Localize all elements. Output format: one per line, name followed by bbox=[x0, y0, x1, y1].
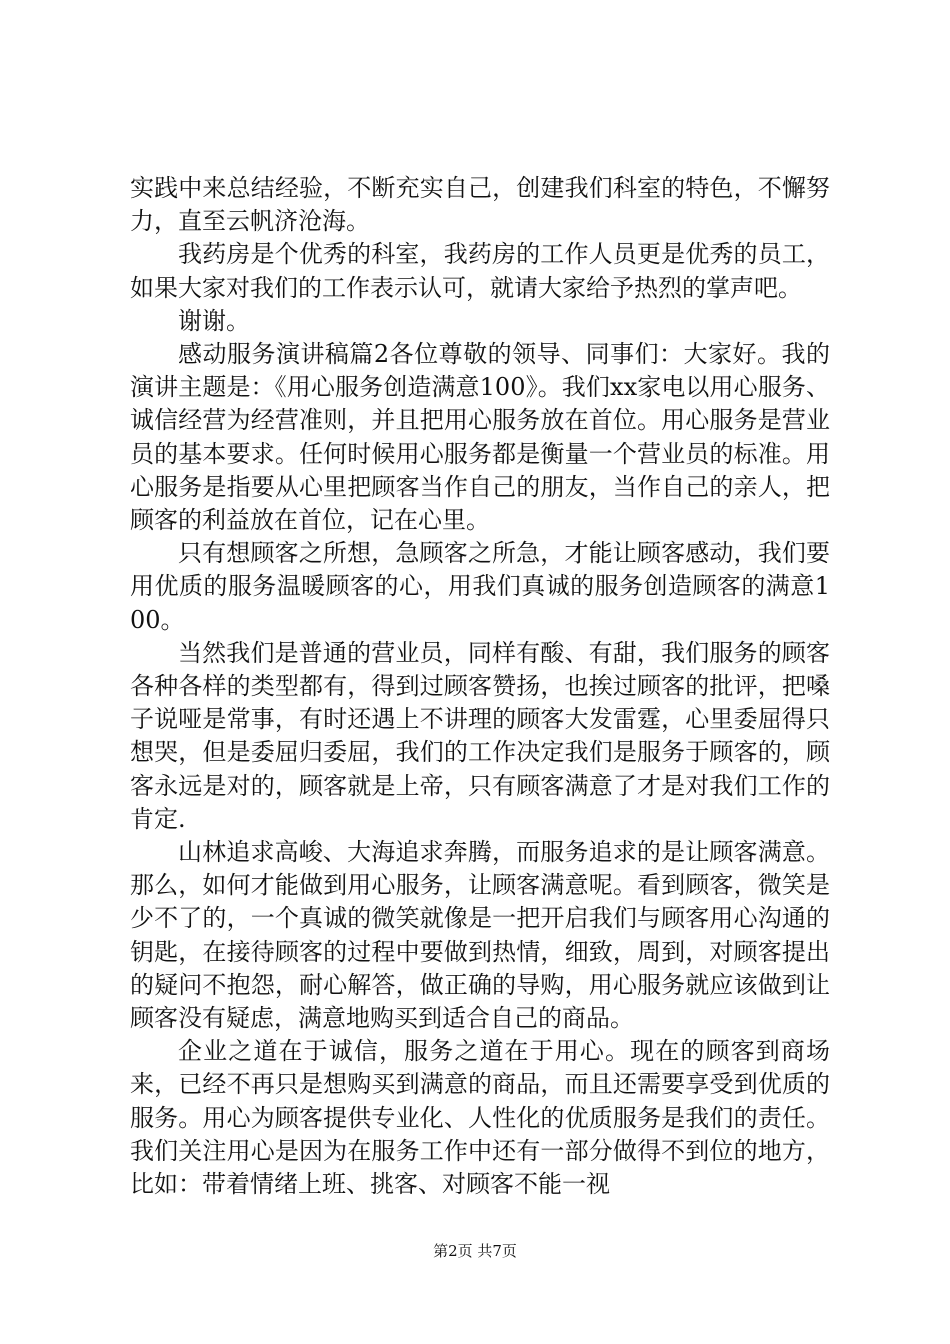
paragraph: 我药房是个优秀的科室，我药房的工作人员更是优秀的员工，如果大家对我们的工作表示认可，就请大家给予热烈的掌声吧。 bbox=[130, 240, 830, 302]
document-body bbox=[130, 172, 830, 1201]
paragraph: 企业之道在于诚信，服务之道在于用心。现在的顾客到商场来，已经不再只是想购买到满意的商品，而且还需要享受到优质的服务。用心为顾客提供专业化、人性化的优质服务是我们的责任。我们关注用心是因为在服务工作中还有一部分做得不到位的地方，比如：带着情绪上班、挑客、对顾客不能一视 bbox=[130, 1037, 830, 1199]
paragraph: 当然我们是普通的营业员，同样有酸、有甜，我们服务的顾客各种各样的类型都有，得到过顾客赞扬，也挨过顾客的批评，把嗓子说哑是常事，有时还遇上不讲理的顾客大发雷霆，心里委屈得只想哭，但是委屈归委屈，我们的工作决定我们是服务于顾客的，顾客永远是对的，顾客就是上帝，只有顾客满意了才是对我们工作的肯定. bbox=[130, 638, 830, 833]
paragraph: 只有想顾客之所想，急顾客之所急，才能让顾客感动，我们要用优质的服务温暖顾客的心，用我们真诚的服务创造顾客的满意100。 bbox=[130, 539, 830, 634]
paragraph: 感动服务演讲稿篇2各位尊敬的领导、同事们：大家好。我的演讲主题是：《用心服务创造满意100》。我们xx家电以用心服务、诚信经营为经营准则，并且把用心服务放在首位。用心服务是营业员的基本要求。任何时候用心服务都是衡量一个营业员的标准。用心服务是指要从心里把顾客当作自己的朋友，当作自己的亲人，把顾客的利益放在首位，记在心里。 bbox=[130, 340, 830, 535]
paragraph-continuation: 实践中来总结经验，不断充实自己，创建我们科室的特色，不懈努力，直至云帆济沧海。 bbox=[130, 174, 830, 236]
page-number-footer: 第2页 共7页 bbox=[433, 1242, 517, 1260]
paragraph: 山林追求高峻、大海追求奔腾，而服务追求的是让顾客满意。那么，如何才能做到用心服务，让顾客满意呢。看到顾客，微笑是少不了的，一个真诚的微笑就像是一把开启我们与顾客用心沟通的钥匙，在接待顾客的过程中要做到热情，细致，周到，对顾客提出的疑问不抱怨，耐心解答，做正确的导购，用心服务就应该做到让顾客没有疑虑，满意地购买到适合自己的商品。 bbox=[130, 838, 830, 1033]
paragraph-thanks: 谢谢。 bbox=[178, 306, 250, 335]
